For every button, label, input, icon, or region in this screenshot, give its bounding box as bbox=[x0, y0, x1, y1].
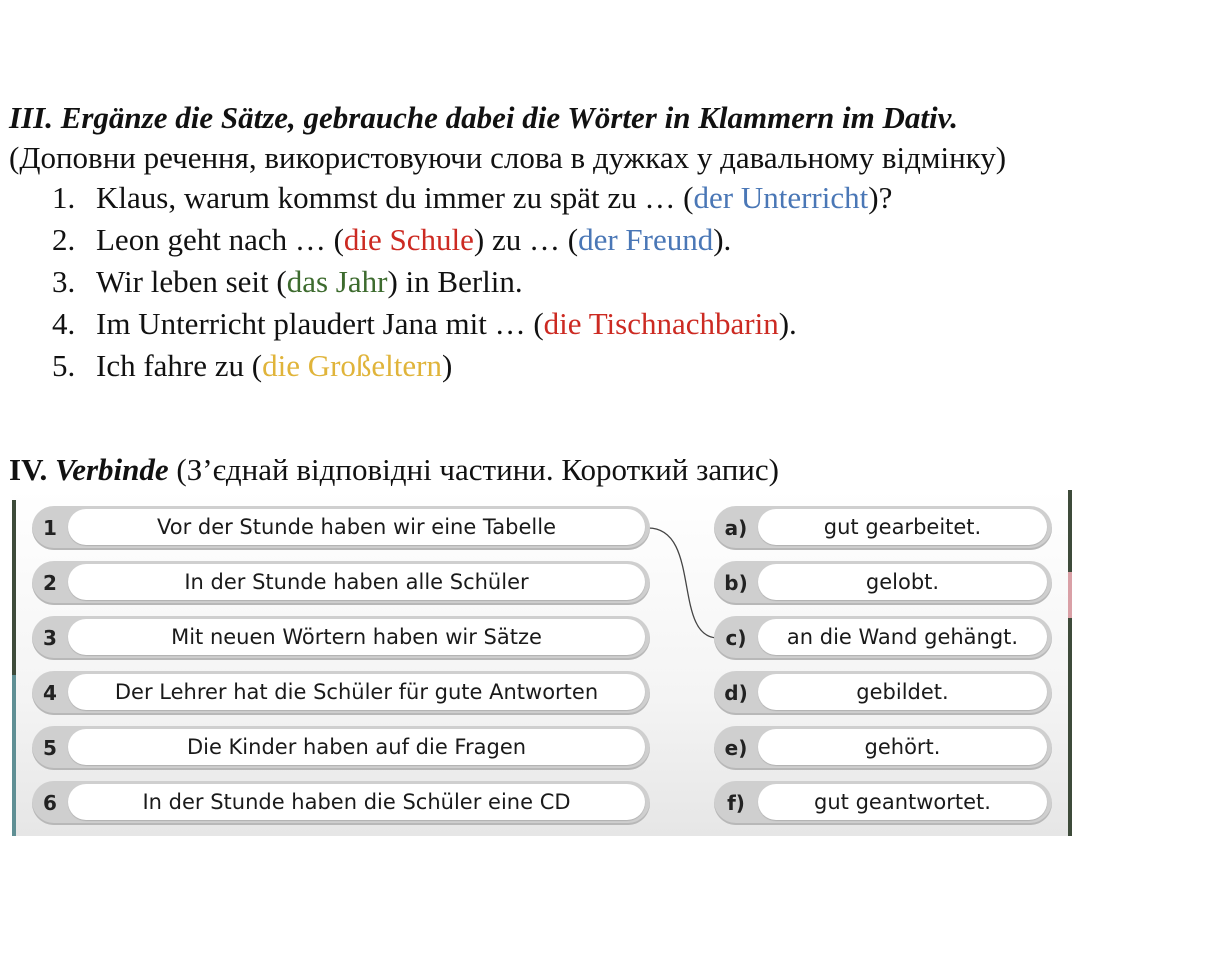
exercise-sentence bbox=[96, 306, 797, 342]
sentence-text: ). bbox=[713, 222, 732, 257]
sentence-text: Ich fahre zu ( bbox=[96, 348, 263, 383]
exercise-number: 5. bbox=[52, 348, 76, 383]
sentence-text: Klaus, warum kommst du immer zu spät zu … ( bbox=[96, 180, 694, 215]
sentence-start-text: Vor der Stunde haben wir eine Tabelle bbox=[68, 509, 645, 545]
sentence-start-text: Der Lehrer hat die Schüler für gute Antworten bbox=[68, 674, 645, 710]
sentence-end-6[interactable] bbox=[714, 781, 1052, 825]
sentence-text: ) in Berlin. bbox=[387, 264, 523, 299]
sentence-text: ) bbox=[442, 348, 453, 383]
sentence-end-text: gut geantwortet. bbox=[758, 784, 1047, 820]
sentence-start-1[interactable] bbox=[32, 506, 650, 550]
bracket-word: die Tischnachbarin bbox=[543, 306, 779, 341]
item-letter: d) bbox=[724, 681, 748, 705]
section3-subtitle: (Доповни речення, використовуючи слова в дужках у давальному відмінку) bbox=[9, 140, 1007, 175]
bracket-word: die Schule bbox=[343, 222, 474, 257]
item-letter: b) bbox=[724, 571, 748, 595]
item-letter: f) bbox=[727, 791, 745, 815]
exercise-number: 3. bbox=[52, 264, 76, 299]
exercise-sentence bbox=[96, 222, 731, 258]
item-number: 2 bbox=[43, 571, 57, 595]
sentence-text: Im Unterricht plaudert Jana mit … ( bbox=[96, 306, 544, 341]
sentence-end-5[interactable] bbox=[714, 726, 1052, 770]
section4-prefix: IV. bbox=[9, 452, 48, 487]
section4-instruction: (З’єднай відповідні частини. Короткий запис) bbox=[168, 452, 779, 487]
sentence-text: )? bbox=[868, 180, 893, 215]
sentence-end-2[interactable] bbox=[714, 561, 1052, 605]
item-letter: e) bbox=[724, 736, 748, 760]
section4-title bbox=[9, 452, 779, 488]
sentence-end-3[interactable] bbox=[714, 616, 1052, 660]
exercise-number: 1. bbox=[52, 180, 76, 215]
exercise-number: 4. bbox=[52, 306, 76, 341]
bracket-word: das Jahr bbox=[286, 264, 388, 299]
item-number: 1 bbox=[43, 516, 57, 540]
item-number: 3 bbox=[43, 626, 57, 650]
exercise-sentence bbox=[96, 264, 523, 300]
sentence-start-2[interactable] bbox=[32, 561, 650, 605]
exercise-sentence bbox=[96, 348, 452, 384]
bracket-word: der Unterricht bbox=[693, 180, 869, 215]
exercise-number: 2. bbox=[52, 222, 76, 257]
sentence-end-text: an die Wand gehängt. bbox=[758, 619, 1047, 655]
sentence-text: ) zu … ( bbox=[473, 222, 579, 257]
sentence-start-5[interactable] bbox=[32, 726, 650, 770]
bracket-word: der Freund bbox=[578, 222, 714, 257]
item-letter: a) bbox=[724, 516, 748, 540]
sentence-start-text: In der Stunde haben alle Schüler bbox=[68, 564, 645, 600]
sentence-start-text: Die Kinder haben auf die Fragen bbox=[68, 729, 645, 765]
sentence-end-text: gehört. bbox=[758, 729, 1047, 765]
matching-exercise bbox=[12, 490, 1072, 836]
sentence-start-text: In der Stunde haben die Schüler eine CD bbox=[68, 784, 645, 820]
sentence-start-text: Mit neuen Wörtern haben wir Sätze bbox=[68, 619, 645, 655]
sentence-end-text: gebildet. bbox=[758, 674, 1047, 710]
item-number: 4 bbox=[43, 681, 57, 705]
bracket-word: die Großeltern bbox=[262, 348, 442, 383]
exercise-sentence bbox=[96, 180, 892, 216]
sentence-text: ). bbox=[778, 306, 797, 341]
sentence-text: Leon geht nach … ( bbox=[96, 222, 344, 257]
section3-title: III. Ergänze die Sätze, gebrauche dabei die Wörter in Klammern im Dativ. bbox=[9, 100, 958, 135]
sentence-text: Wir leben seit ( bbox=[96, 264, 287, 299]
item-letter: c) bbox=[725, 626, 747, 650]
sentence-end-1[interactable] bbox=[714, 506, 1052, 550]
sentence-start-6[interactable] bbox=[32, 781, 650, 825]
item-number: 6 bbox=[43, 791, 57, 815]
item-number: 5 bbox=[43, 736, 57, 760]
sentence-end-text: gelobt. bbox=[758, 564, 1047, 600]
sentence-start-3[interactable] bbox=[32, 616, 650, 660]
sentence-end-4[interactable] bbox=[714, 671, 1052, 715]
sentence-end-text: gut gearbeitet. bbox=[758, 509, 1047, 545]
sentence-start-4[interactable] bbox=[32, 671, 650, 715]
section4-verb: Verbinde bbox=[54, 452, 169, 487]
